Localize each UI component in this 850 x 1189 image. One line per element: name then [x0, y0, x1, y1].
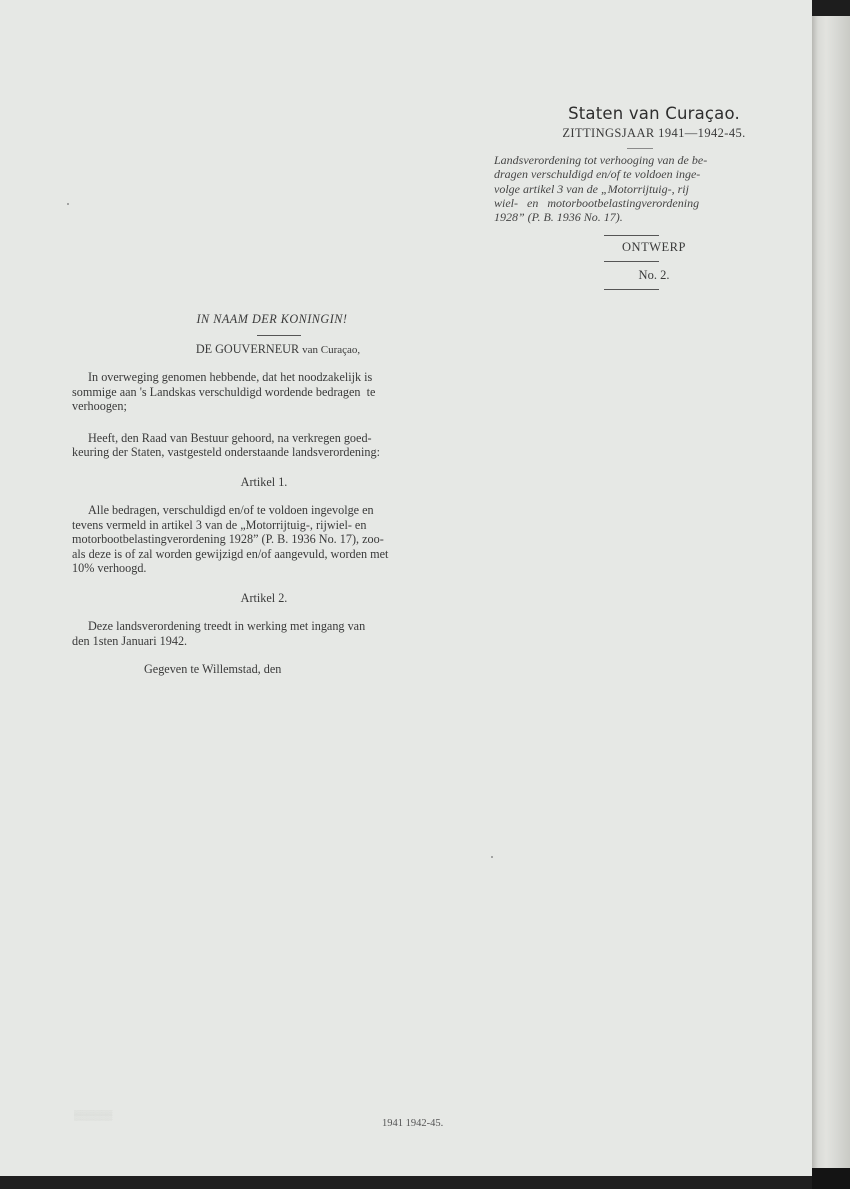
- article-2-text: [72, 619, 456, 648]
- subject-line: Landsverordening tot verhooging van de be-: [494, 153, 708, 167]
- faint-stamp-mark: ▒▒▒▒▒▒: [74, 1110, 113, 1120]
- scan-border-top: [812, 0, 850, 16]
- paper-edge-right: [812, 0, 850, 1189]
- governor-title: DE GOUVERNEUR: [195, 341, 300, 356]
- assembly-title: Staten van Curaçao.: [568, 104, 740, 123]
- paragraph-line: Alle bedragen, verschuldigd en/of te voldoen ingevolge en: [88, 503, 374, 517]
- paragraph-line: verhoogen;: [72, 399, 127, 413]
- paragraph-line: sommige aan 's Landskas verschuldigd wordende bedragen te: [72, 384, 376, 399]
- draft-rule-middle: [604, 261, 659, 262]
- footer-session-mark: 1941 1942-45.: [382, 1118, 444, 1129]
- preamble-heading: IN NAAM DER KONINGIN!: [196, 312, 348, 326]
- ordinance-subject: [494, 153, 782, 224]
- paragraph-line: Heeft, den Raad van Bestuur gehoord, na verkregen goed-: [88, 430, 372, 445]
- considering-paragraph: [72, 370, 456, 414]
- paper-speck: [491, 856, 493, 858]
- article-1-heading: Artikel 1.: [240, 474, 288, 489]
- enacting-paragraph: [72, 431, 456, 460]
- document-header: [488, 104, 788, 290]
- article-2-heading: Artikel 2.: [240, 590, 288, 605]
- paragraph-line: keuring der Staten, vastgesteld onderstaande landsverordening:: [72, 445, 380, 459]
- draft-rule-bottom: [604, 289, 659, 290]
- draft-rule-top: [604, 235, 659, 236]
- governor-place: van Curaçao,: [302, 343, 361, 356]
- subject-line: dragen verschuldigd en/of te voldoen inge-: [494, 167, 701, 182]
- paragraph-line: Deze landsverordening treedt in werking met ingang van: [88, 619, 366, 633]
- paragraph-line: motorbootbelastingverordening 1928” (P. B. 1936 No. 17), zoo-: [72, 532, 384, 546]
- paragraph-line: tevens vermeld in artikel 3 van de „Motorrijtuig-, rijwiel- en: [72, 517, 367, 532]
- ordinance-body: [72, 312, 456, 677]
- paragraph-line: In overweging genomen hebbende, dat het noodzakelijk is: [88, 370, 373, 384]
- paragraph-line: 10% verhoogd.: [72, 561, 147, 575]
- subject-line: volge artikel 3 van de „Motorrijtuig-, rij: [494, 181, 689, 196]
- subject-line: wiel- en motorbootbelastingverordening: [494, 195, 700, 210]
- subject-line: 1928” (P. B. 1936 No. 17).: [494, 210, 623, 225]
- paragraph-line: den 1sten Januari 1942.: [72, 633, 188, 648]
- session-year: ZITTINGSJAAR 1941—1942-45.: [562, 126, 746, 140]
- paragraph-line: als deze is of zal worden gewijzigd en/of aangevuld, worden met: [72, 546, 389, 561]
- draft-label: ONTWERP: [622, 240, 686, 255]
- scan-border-corner: [812, 1168, 850, 1189]
- article-1-text: [72, 503, 456, 576]
- given-at-line: Gegeven te Willemstad, den: [144, 662, 282, 676]
- header-divider: [627, 148, 653, 149]
- scan-border-bottom: [0, 1176, 850, 1189]
- governor-line: [100, 342, 456, 358]
- draft-number: No. 2.: [638, 268, 670, 283]
- paper-speck: [67, 203, 69, 205]
- preamble-divider: [257, 335, 301, 336]
